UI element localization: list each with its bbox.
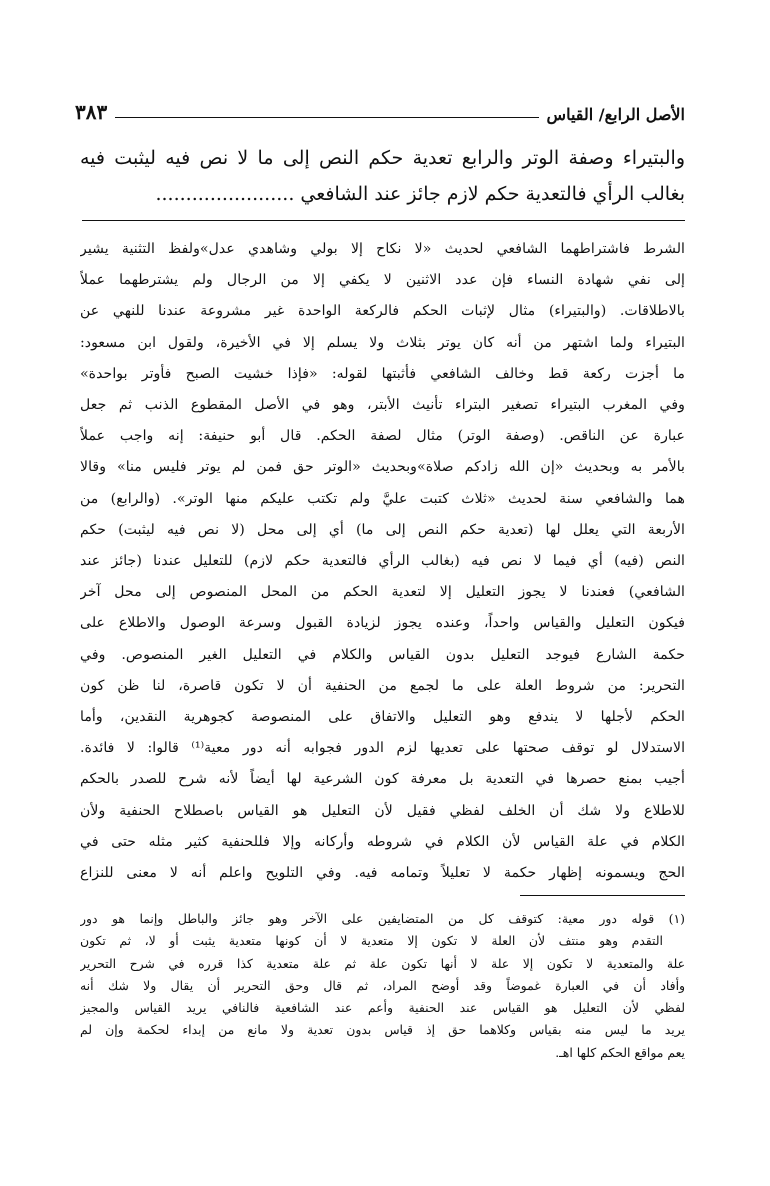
- commentary-line: بالاطلاقات. (والبتيراء) مثال لإثبات الحكم فالركعة الواحدة غير مشروعة عندنا للنهي عن: [80, 303, 685, 320]
- footnote-line: (١) قوله دور معية: كتوقف كل من المتضايفين على الآخر وهو جائز والباطل وإنما هو دور: [80, 911, 685, 926]
- main-text: [80, 140, 685, 212]
- footnote-line: وأفاد أن في العبارة غموضاً وقد أوضح المراد، ثم قال وحق التحرير أن يقال ولا شك أنه: [80, 977, 685, 993]
- commentary-line: هما والشافعي سنة لحديث «ثلاث كتبت عليَّ ولم تكتب عليكم منها الوتر». (والرابع) من: [80, 490, 685, 507]
- running-header: [75, 98, 685, 124]
- commentary-line: الحكم لأجلها لا يندفع وهو التعليل والاتفاق على المنصوصة كجوهرية النقدين، وأما: [80, 709, 685, 726]
- commentary-line: بالأمر به وبحديث «إن الله زادكم صلاة»وبحديث «الوتر حق فمن لم يوتر فليس منا» وقالا: [80, 459, 685, 476]
- footnote-line: يعم مواقع الحكم كلها اهـ.: [555, 1044, 685, 1060]
- main-text-line: والبتيراء وصفة الوتر والرابع تعدية حكم النص إلى ما لا نص فيه ليثبت فيه: [80, 147, 685, 169]
- commentary-line: حكمة الشارع فيوجد التعليل بدون القياس والكلام في التعليل الغير المنصوص. وفي: [80, 646, 685, 663]
- commentary-line: عبارة عن الناقص. (وصفة الوتر) مثال لصفة الحكم. قال أبو حنيفة: إنه واجب عملاً: [80, 428, 685, 445]
- footnote-line: يريد ما ليس منه بقياس وكلاهما حق إذ قياس بدون تعدية ولا مانع من إبداء لحكمة وإن لم: [80, 1022, 685, 1038]
- commentary-line: إلى نفي شهادة النساء فإن عدد الاثنين لا يكفي إلا من الرجال ولم يشترطهما عملاً: [80, 272, 685, 289]
- commentary-line: أجيب بمنع حصرها في التعدية بل معرفة كون الشرعية لها أيضاً لأنه شرح للصدر بالحكم: [80, 771, 685, 788]
- footnote-line: علة والمتعدية لا تكون إلا علة لا أنها تكون علة ثم علة متعدية كذا قرره في شرح التحرير: [80, 955, 685, 971]
- main-divider: [82, 220, 685, 221]
- footnote: [80, 908, 685, 1064]
- commentary-line: وفي المغرب البتيراء تصغير البتراء تأنيث الأبتر، وهو في الأصل المقطوع الذنب ثم جعل: [80, 397, 685, 414]
- footnote-divider: [520, 895, 685, 896]
- footnote-line: لفظي لأن التعليل هو القياس عند الحنفية وأعم عند الشافعية فالنافي يريد القياس والمجيز: [80, 1000, 685, 1016]
- commentary-line: البتيراء ولما اشتهر من أنه كان يوتر بثلاث ولا يسلم إلا في الأخيرة، ولقول ابن مسعود:: [80, 334, 685, 351]
- footnote-line: التقدم وهو منتف لأن العلة لا تكون إلا متعدية لا أن كونها متعدية يثبت أو لا، ثم تكون: [80, 933, 663, 949]
- commentary-line: الأربعة التي يعلل لها (تعدية حكم النص إلى ما) أي إلى محل (لا نص فيه ليثبت) حكم: [80, 521, 685, 538]
- header-rule: [115, 117, 538, 118]
- commentary-line: الكلام في علة القياس لأن الكلام في شروطه وأركانه وإلا فللحنفية كثير مثله حتى في: [80, 833, 685, 850]
- commentary-line: التحرير: من شروط العلة على ما لجمع من الحنفية أن لا تكون قاصرة، لنا ظن كون: [80, 677, 685, 694]
- commentary-line: النص (فيه) أي فيما لا نص فيه (بغالب الرأي فالتعدية حكم لازم) للتعليل عندنا (جائز عند: [80, 553, 685, 570]
- commentary-line: فيكون التعليل والقياس واحداً، وعنده يجوز لزيادة القبول وسرعة الوصول والاطلاع على: [80, 615, 685, 632]
- commentary-line: الحج ويسمونه إظهار حكمة لا تعليلاً وتمامه فيه. وفي التلويح واعلم أنه لا معنى للنزاع: [80, 865, 685, 882]
- main-text-line: بغالب الرأي فالتعدية حكم لازم جائز عند الشافعي .......................: [155, 183, 685, 205]
- commentary-line: الشرط فاشتراطهما الشافعي لحديث «لا نكاح إلا بولي وشاهدي عدل»ولفظ التثنية يشير: [80, 241, 685, 257]
- commentary-line: الاستدلال لو توقف صحتها على تعديها لزم الدور فجوابه أنه دور معية⁽¹⁾ قالوا: لا فائدة.: [80, 740, 685, 757]
- page-number: ٣٨٣: [75, 100, 108, 124]
- chapter-title: الأصل الرابع/ القياس: [546, 105, 685, 124]
- commentary-line: الشافعي) فعندنا لا يجوز التعليل إلا لتعدية الحكم من المحل المنصوص إلى محل آخر: [80, 584, 685, 601]
- commentary-text: [80, 234, 685, 889]
- commentary-line: ما أجزت ركعة قط وخالف الشافعي فأثبتها لقوله: «فإذا خشيت الصبح فأوتر بواحدة»: [80, 365, 685, 382]
- commentary-line: للاطلاع ولا شك أن الخلف لفظي فقيل لأن التعليل هو القياس باصطلاح الحنفية ولأن: [80, 802, 685, 819]
